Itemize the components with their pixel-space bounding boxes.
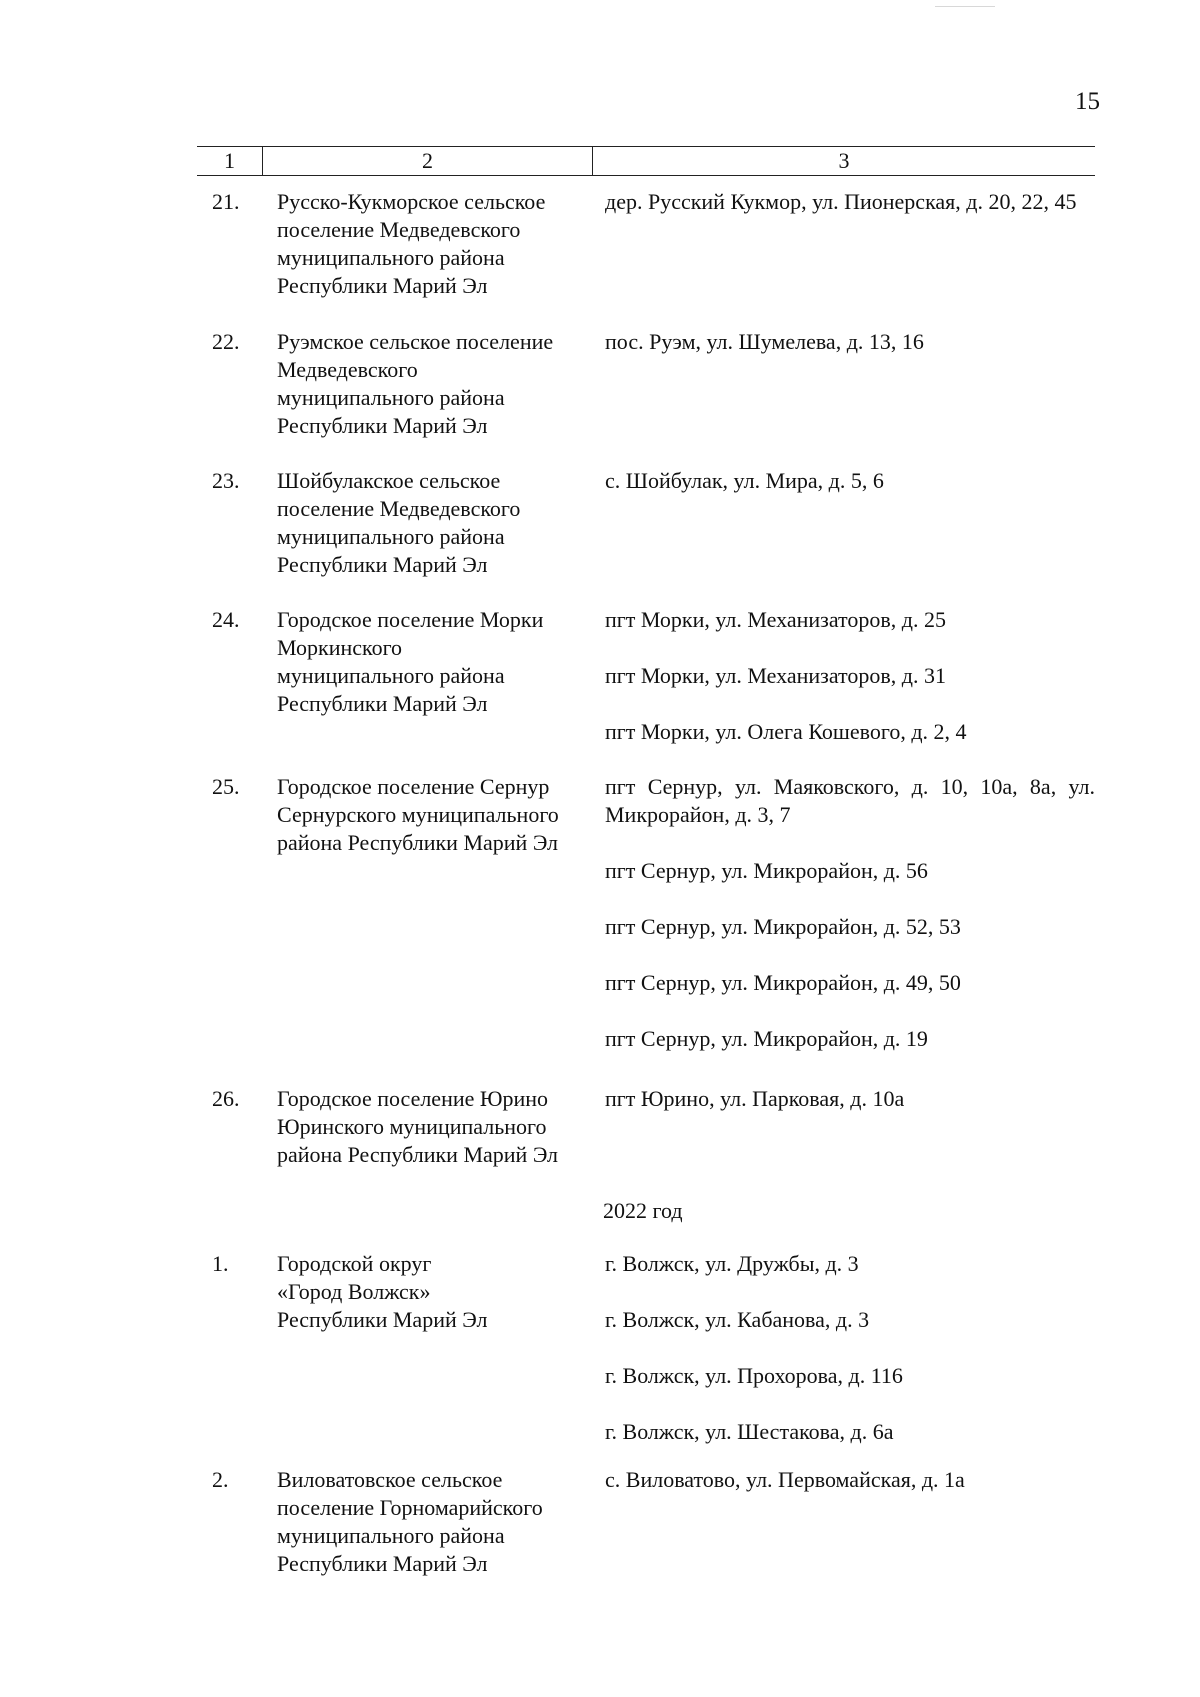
address-item: пгт Морки, ул. Механизаторов, д. 31 [605, 663, 946, 688]
municipality-line: Республики Марий Эл [277, 691, 488, 716]
address-item: с. Виловатово, ул. Первомайская, д. 1а [605, 1467, 965, 1492]
scan-artifact [935, 6, 995, 7]
municipality-line: Руэмское сельское поселение [277, 329, 554, 354]
municipality-line: района Республики Марий Эл [277, 1142, 559, 1167]
header-col-3: 3 [838, 148, 850, 173]
municipality-line: Городское поселение Сернур [277, 774, 550, 799]
row-number: 1. [212, 1251, 229, 1276]
address-item: г. Волжск, ул. Кабанова, д. 3 [605, 1307, 870, 1332]
row-number: 21. [212, 189, 240, 214]
municipality-line: района Республики Марий Эл [277, 830, 559, 855]
address-list [605, 467, 1095, 495]
municipality-line: Городское поселение Морки [277, 607, 544, 632]
municipality-line: Городское поселение Юрино [277, 1086, 549, 1111]
municipality-line: Русско-Кукморское сельское [277, 189, 546, 214]
municipality-line: поселение Медведевского [277, 217, 521, 242]
address-list [605, 1085, 1095, 1113]
municipality-line: Республики Марий Эл [277, 1551, 488, 1576]
municipality-line: Республики Марий Эл [277, 552, 488, 577]
municipality-name [277, 1250, 597, 1334]
row-number: 26. [212, 1086, 240, 1111]
municipality-line: поселение Горномарийского [277, 1495, 543, 1520]
row-number: 23. [212, 468, 240, 493]
municipality-line: «Город Волжск» [277, 1279, 431, 1304]
municipality-line: муниципального района [277, 524, 505, 549]
address-list [605, 1250, 1095, 1446]
address-list [605, 1466, 1095, 1494]
municipality-line: Городской округ [277, 1251, 432, 1276]
row-number: 2. [212, 1467, 229, 1492]
address-item: пгт Морки, ул. Олега Кошевого, д. 2, 4 [605, 719, 967, 744]
address-item: пгт Сернур, ул. Микрорайон, д. 19 [605, 1026, 928, 1051]
municipality-line: Республики Марий Эл [277, 413, 488, 438]
municipality-line: Республики Марий Эл [277, 273, 488, 298]
row-number: 24. [212, 607, 240, 632]
address-list [605, 328, 1095, 356]
address-list [605, 606, 1095, 746]
address-list [605, 188, 1095, 216]
municipality-line: Медведевского [277, 357, 418, 382]
table-header [197, 146, 1095, 176]
address-item: пгт Юрино, ул. Парковая, д. 10а [605, 1086, 905, 1111]
address-item: г. Волжск, ул. Дружбы, д. 3 [605, 1251, 859, 1276]
municipality-line: муниципального района [277, 663, 505, 688]
address-list [605, 773, 1095, 1053]
municipality-name [277, 188, 597, 300]
address-item: с. Шойбулак, ул. Мира, д. 5, 6 [605, 468, 884, 493]
municipality-name [277, 606, 597, 718]
municipality-line: Виловатовское сельское [277, 1467, 503, 1492]
address-item: дер. Русский Кукмор, ул. Пионерская, д. 20, 22, 45 [605, 189, 1077, 214]
municipality-line: Республики Марий Эл [277, 1307, 488, 1332]
address-item: г. Волжск, ул. Прохорова, д. 116 [605, 1363, 903, 1388]
address-item: пос. Руэм, ул. Шумелева, д. 13, 16 [605, 329, 924, 354]
municipality-line: Сернурского муниципального [277, 802, 559, 827]
municipality-name [277, 1466, 597, 1578]
municipality-line: муниципального района [277, 385, 505, 410]
municipality-line: муниципального района [277, 245, 505, 270]
address-item: пгт Сернур, ул. Микрорайон, д. 49, 50 [605, 970, 961, 995]
address-item: пгт Сернур, ул. Микрорайон, д. 52, 53 [605, 914, 961, 939]
municipality-line: Юринского муниципального [277, 1114, 547, 1139]
municipality-name [277, 328, 597, 440]
municipality-line: Моркинского [277, 635, 403, 660]
municipality-line: поселение Медведевского [277, 496, 521, 521]
address-item: пгт Сернур, ул. Маяковского, д. 10, 10а, 8а, ул. Микрорайон, д. 3, 7 [605, 774, 1095, 827]
municipality-name [277, 1085, 597, 1169]
year-heading: 2022 год [603, 1198, 683, 1223]
header-col-1: 1 [197, 147, 263, 175]
header-col-2: 2 [263, 147, 593, 175]
row-number: 25. [212, 774, 240, 799]
row-number: 22. [212, 329, 240, 354]
municipality-line: Шойбулакское сельское [277, 468, 501, 493]
address-item: пгт Морки, ул. Механизаторов, д. 25 [605, 607, 946, 632]
municipality-name [277, 467, 597, 579]
municipality-name [277, 773, 597, 857]
page-number: 15 [1075, 88, 1100, 115]
address-item: г. Волжск, ул. Шестакова, д. 6а [605, 1419, 894, 1444]
municipality-line: муниципального района [277, 1523, 505, 1548]
address-item: пгт Сернур, ул. Микрорайон, д. 56 [605, 858, 928, 883]
